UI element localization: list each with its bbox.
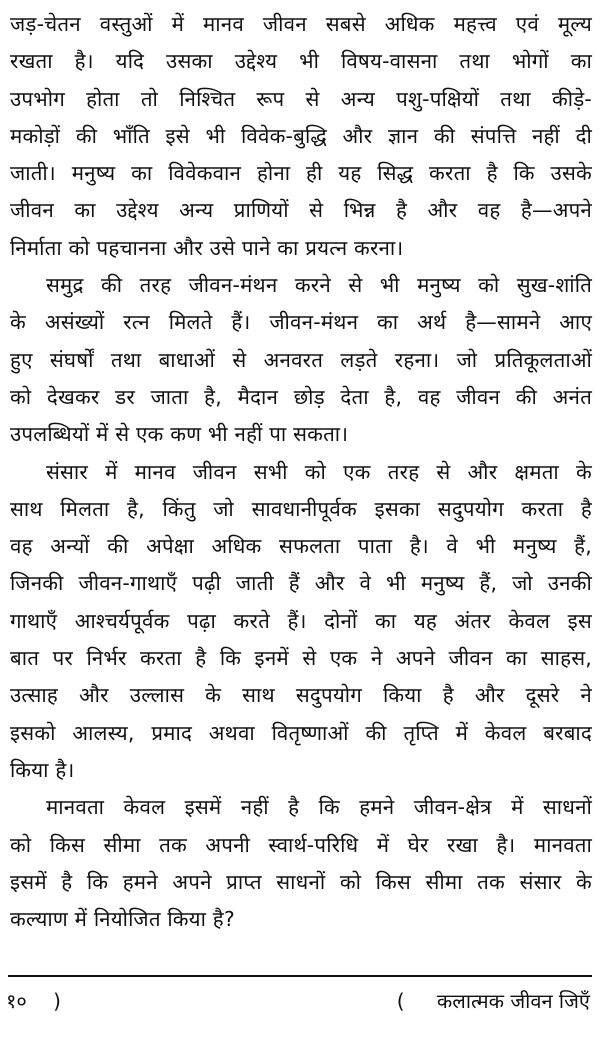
text-line: को किस सीमा तक अपनी स्वार्थ-परिधि में घेर रखा है। मानवता <box>10 832 592 857</box>
footer-paren-open: ( <box>396 989 405 1013</box>
paragraph-first-line: मानवता केवल इसमें नहीं है कि हमने जीवन-क्षेत्र में साधनों <box>46 795 592 820</box>
paragraph-first-line: समुद्र की तरह जीवन-मंथन करने से भी मनुष्य को सुख-शांति <box>46 273 592 298</box>
text-line: जीवन का उद्देश्य अन्य प्राणियों से भिन्न है और वह है—अपने <box>10 198 592 223</box>
text-line: रखता है। यदि उसका उद्देश्य भी विषय-वासना तथा भोगों का <box>10 49 592 74</box>
text-line: इसको आलस्य, प्रमाद अथवा वितृष्णाओं की तृप्ति में केवल बरबाद <box>10 720 592 745</box>
text-line: उपलब्धियों में से एक कण भी नहीं पा सकता। <box>10 422 349 447</box>
text-line: इसमें है कि हमने अपने प्राप्त साधनों को किस सीमा तक संसार के <box>10 869 592 894</box>
text-line: साथ मिलता है, किंतु जो सावधानीपूर्वक इसका सदुपयोग करता है <box>10 496 592 521</box>
text-line: जाती। मनुष्य का विवेकवान होना ही यह सिद्ध करता है कि उसके <box>10 161 592 186</box>
text-line: निर्माता को पहचानना और उसे पाने का प्रयत्न करना। <box>10 235 404 260</box>
body-text <box>10 6 592 938</box>
text-line: उपभोग होता तो निश्चित रूप से अन्य पशु-पक्षियों तथा कीड़े- <box>10 86 592 111</box>
text-line: जिनकी जीवन-गाथाएँ पढ़ी जाती हैं और वे भी मनुष्य हैं, जो उनकी <box>10 571 592 596</box>
footer-book-title <box>397 987 590 1015</box>
text-line: वह अन्यों की अपेक्षा अधिक सफलता पाता है। वे भी मनुष्य हैं, <box>10 534 592 559</box>
text-line: को देखकर डर जाता है, मैदान छोड़ देता है, वह जीवन की अनंत <box>10 384 592 409</box>
text-line: के असंख्यों रत्न मिलते हैं। जीवन-मंथन का अर्थ है—सामने आए <box>10 310 592 335</box>
text-line: किया है। <box>10 757 75 782</box>
page-number: १० <box>6 989 27 1013</box>
text-line: मकोड़ों की भाँति इसे भी विवेक-बुद्धि और ज्ञान की संपत्ति नहीं दी <box>10 123 592 148</box>
text-line: गाथाएँ आश्चर्यपूर्वक पढ़ा करते हैं। दोनों का यह अंतर केवल इस <box>10 608 592 633</box>
text-line: हुए संघर्षों तथा बाधाओं से अनवरत लड़ते रहना। जो प्रतिकूलताओं <box>10 347 592 372</box>
book-title: कलात्मक जीवन जिएँ <box>436 989 590 1013</box>
text-line: जड़-चेतन वस्तुओं में मानव जीवन सबसे अधिक महत्त्व एवं मूल्य <box>10 12 592 36</box>
paragraph-first-line: संसार में मानव जीवन सभी को एक तरह से और क्षमता के <box>46 459 592 484</box>
footer-divider <box>8 975 592 977</box>
footer-paren-close: ) <box>53 989 61 1013</box>
text-line: उत्साह और उल्लास के साथ सदुपयोग किया है और दूसरे ने <box>10 683 592 708</box>
text-line: बात पर निर्भर करता है कि इनमें से एक ने अपने जीवन का साहस, <box>10 646 592 671</box>
footer-page-number <box>6 987 61 1015</box>
text-line: कल्याण में नियोजित किया है? <box>10 907 235 932</box>
